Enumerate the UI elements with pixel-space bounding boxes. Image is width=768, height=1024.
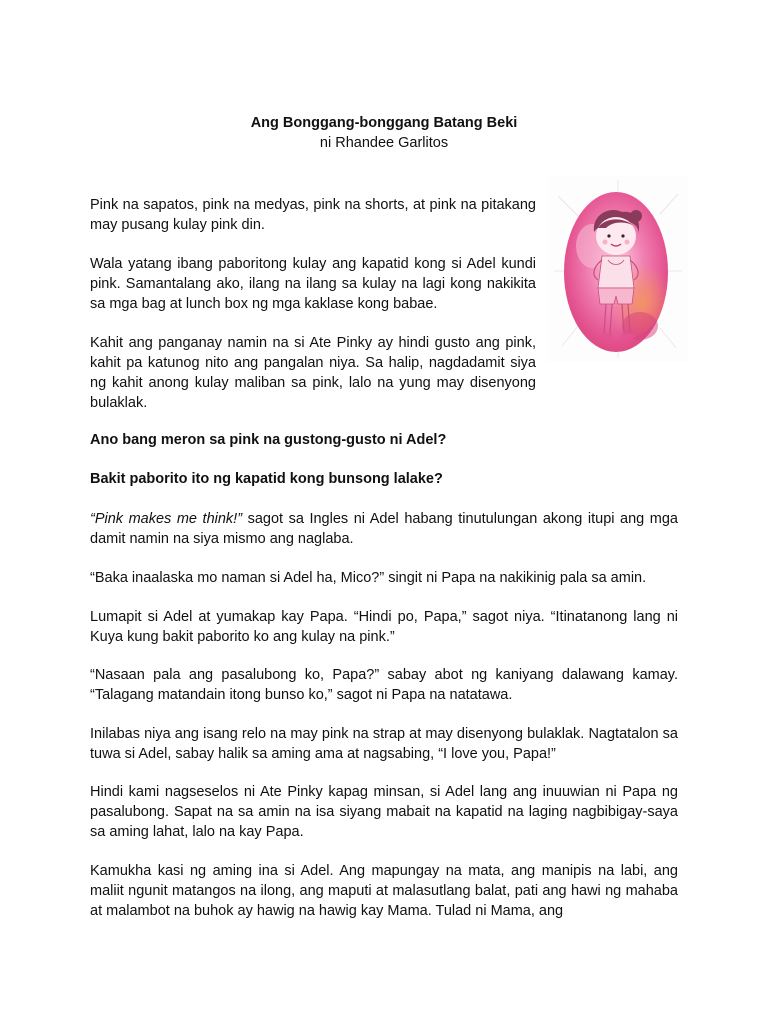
quote-rest: sagot sa Ingles ni Adel habang tinutulungan akong itupi ang mga damit namin na siya mismo ang naglaba. [90,511,678,547]
paragraph-1: Pink na sapatos, pink na medyas, pink na shorts, at pink na pitakang may pusang kulay pink din. [90,197,536,233]
story-title: Ang Bonggang-bonggang Batang Beki [250,115,518,131]
paragraph-10: Inilabas niya ang isang relo na may pink na strap at may disenyong bulaklak. Nagtatalon sa tuwa si Adel, sabay halik sa aming ama at nagsabing, “I love you, Papa!” [90,726,678,762]
question-2: Bakit paborito ito ng kapatid kong bunsong lalake? [90,471,443,487]
paragraph-7: “Baka inaalaska mo naman si Adel ha, Mico?” singit ni Papa na nakikinig pala sa amin. [90,570,647,586]
story-author: ni Rhandee Garlitos [319,135,449,151]
paragraph-2: Wala yatang ibang paboritong kulay ang kapatid kong si Adel kundi pink. Samantalang ako, ilang na ilang sa kulay na lagi kong nakikita sa mga bag at lunch box ng mga kaklase kong babae. [90,256,536,312]
paragraph-11: Hindi kami nagseselos ni Ate Pinky kapag minsan, si Adel lang ang inuuwian ni Papa ng pasalubong. Sapat na sa amin na isa siyang mabait na kapatid na laging nagbibigay-saya sa aming lahat, lalo na kay Papa. [90,784,678,840]
pink-child-watercolor-icon [548,176,688,362]
paragraph-3: Kahit ang panganay namin na si Ate Pinky ay hindi gusto ang pink, kahit pa katunog nito ang pangalan niya. Sa halip, nagdadamit siya ng kahit anong kulay maliban sa pink, lalo na yung may disenyong bulaklak. [90,335,536,411]
paragraph-6 [90,509,678,549]
question-1: Ano bang meron sa pink na gustong-gusto ni Adel? [90,432,447,448]
quote-italic: “Pink makes me think!” [90,511,243,527]
pink-child-illustration [548,176,688,362]
title-block [0,113,768,153]
paragraph-8: Lumapit si Adel at yumakap kay Papa. “Hindi po, Papa,” sagot niya. “Itinatanong lang ni Kuya kung bakit paborito ko ang kulay na pink.” [90,609,678,645]
paragraph-9: “Nasaan pala ang pasalubong ko, Papa?” sabay abot ng kaniyang dalawang kamay. “Talagang matandain itong bunso ko,” sagot ni Papa na natatawa. [90,667,678,703]
paragraph-12: Kamukha kasi ng aming ina si Adel. Ang mapungay na mata, ang manipis na labi, ang maliit ngunit matangos na ilong, ang maputi at malasutlang balat, pati ang hawi ng mahaba at malambot na buhok ay hawig na hawig kay Mama. Tulad ni Mama, ang [90,863,678,919]
